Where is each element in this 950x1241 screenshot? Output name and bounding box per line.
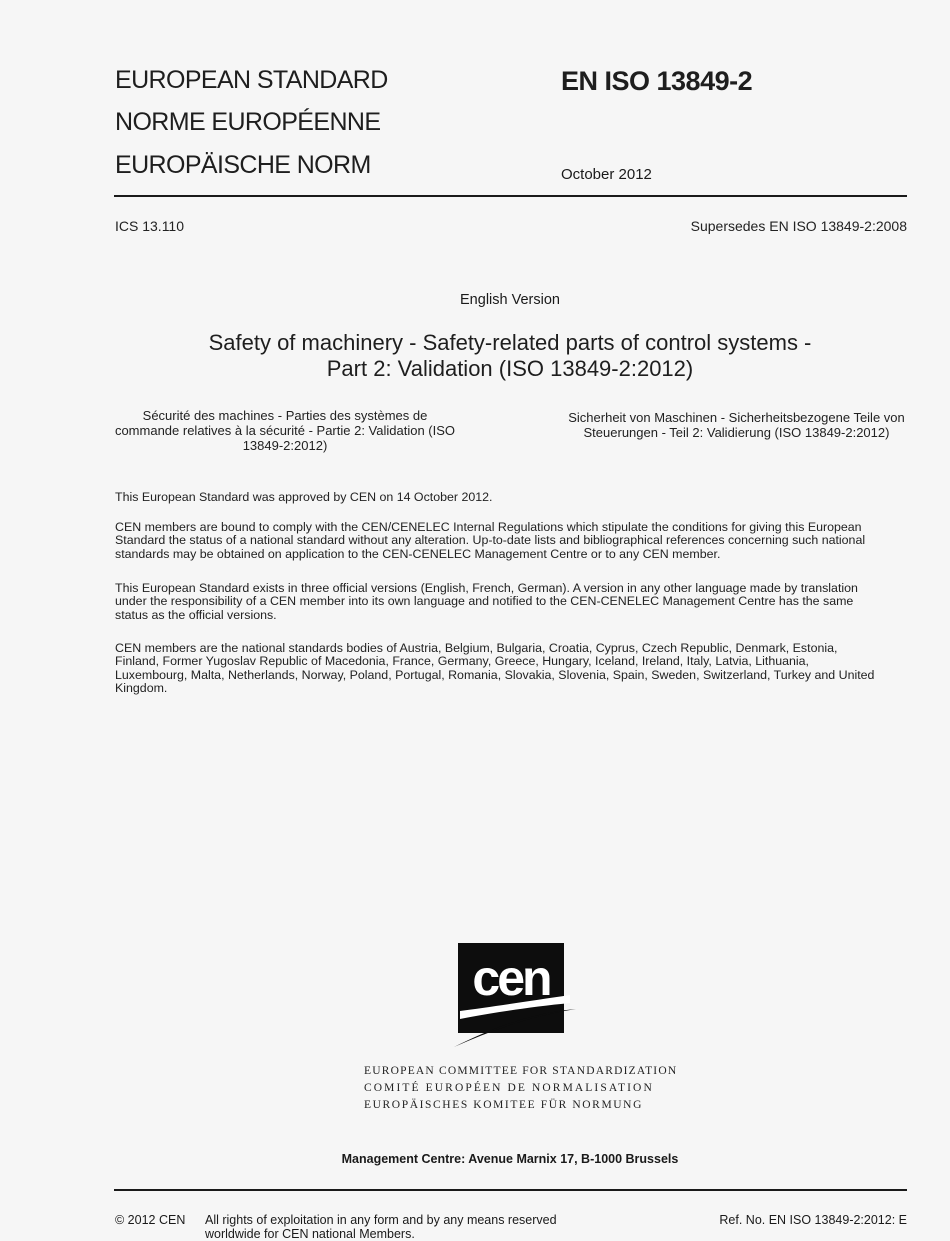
standard-code: EN ISO 13849-2 (561, 66, 753, 96)
paragraph-line: This European Standard exists in three official versions (English, French, German). A version in any other language made by translation (115, 581, 858, 595)
compliance-paragraph (115, 521, 865, 561)
header-line-french: NORME EUROPÉENNE (115, 108, 381, 136)
cen-name-line: COMITÉ EUROPÉEN DE NORMALISATION (364, 1082, 654, 1094)
header-divider (114, 195, 907, 197)
paragraph-line: Finland, Former Yugoslav Republic of Macedonia, France, Germany, Greece, Hungary, Iceland, Ireland, Italy, Latvia, Lithuania, (115, 654, 810, 669)
versions-paragraph (115, 582, 858, 622)
german-title-line: Sicherheit von Maschinen - Sicherheitsbezogene Teile von (568, 410, 905, 425)
reference-number: Ref. No. EN ISO 13849-2:2012: E (719, 1213, 907, 1227)
copyright: © 2012 CEN (115, 1213, 186, 1227)
paragraph-line: standards may be obtained on application to the CEN-CENELEC Management Centre or to any CEN member. (115, 546, 721, 561)
header-line-german: EUROPÄISCHE NORM (115, 151, 371, 179)
paragraph-line: Luxembourg, Malta, Netherlands, Norway, Poland, Portugal, Romania, Slovakia, Slovenia, Spain, Sweden, Switzerland, Turkey and United (115, 667, 875, 682)
paragraph-line: CEN members are bound to comply with the CEN/CENELEC Internal Regulations which stipulate the conditions for giving this European (115, 520, 862, 534)
paragraph-line: status as the official versions. (115, 607, 277, 622)
french-title (110, 408, 460, 453)
version-label: English Version (460, 292, 560, 308)
members-paragraph (115, 642, 874, 696)
paragraph-line: Kingdom. (115, 681, 168, 696)
paragraph-line: Standard the status of a national standard without any alteration. Up-to-date lists and bibliographical references concerning such national (115, 533, 866, 548)
paragraph-line: under the responsibility of a CEN member into its own language and notified to the CEN-CENELEC Management Centre has the same (115, 594, 854, 609)
rights-notice (205, 1213, 557, 1241)
supersedes-note: Supersedes EN ISO 13849-2:2008 (690, 218, 907, 234)
cen-name-line: EUROPEAN COMMITTEE FOR STANDARDIZATION (364, 1065, 678, 1077)
paragraph-line: This European Standard was approved by CEN on 14 October 2012. (115, 490, 493, 504)
publication-date: October 2012 (561, 166, 652, 183)
management-centre-address: Management Centre: Avenue Marnix 17, B-1000 Brussels (341, 1152, 679, 1166)
french-title-line: commande relatives à la sécurité - Partie 2: Validation (ISO (114, 423, 456, 438)
french-title-line: Sécurité des machines - Parties des systèmes de (142, 408, 428, 423)
german-title (558, 410, 915, 440)
title-line: Safety of machinery - Safety-related parts of control systems - (208, 330, 812, 355)
rights-line: All rights of exploitation in any form and by any means reserved (205, 1213, 557, 1227)
header-line-english: EUROPEAN STANDARD (115, 66, 388, 94)
title-line: Part 2: Validation (ISO 13849-2:2012) (326, 356, 694, 381)
cen-names (364, 1063, 677, 1114)
cen-logo-text: cen (472, 950, 550, 1006)
document-title (0, 330, 950, 382)
cen-name-line: EUROPÄISCHES KOMITEE FÜR NORMUNG (364, 1099, 643, 1111)
cen-logo (450, 943, 578, 1051)
approval-paragraph (115, 491, 492, 504)
cen-logo-graphic (450, 943, 578, 1051)
ics-code: ICS 13.110 (115, 218, 185, 234)
footer-divider (114, 1189, 907, 1191)
french-title-line: 13849-2:2012) (242, 438, 328, 453)
paragraph-line: CEN members are the national standards bodies of Austria, Belgium, Bulgaria, Croatia, Cyprus, Czech Republic, Denmark, Estonia, (115, 641, 838, 655)
german-title-line: Steuerungen - Teil 2: Validierung (ISO 13849-2:2012) (583, 425, 890, 440)
rights-line: worldwide for CEN national Members. (205, 1227, 415, 1241)
